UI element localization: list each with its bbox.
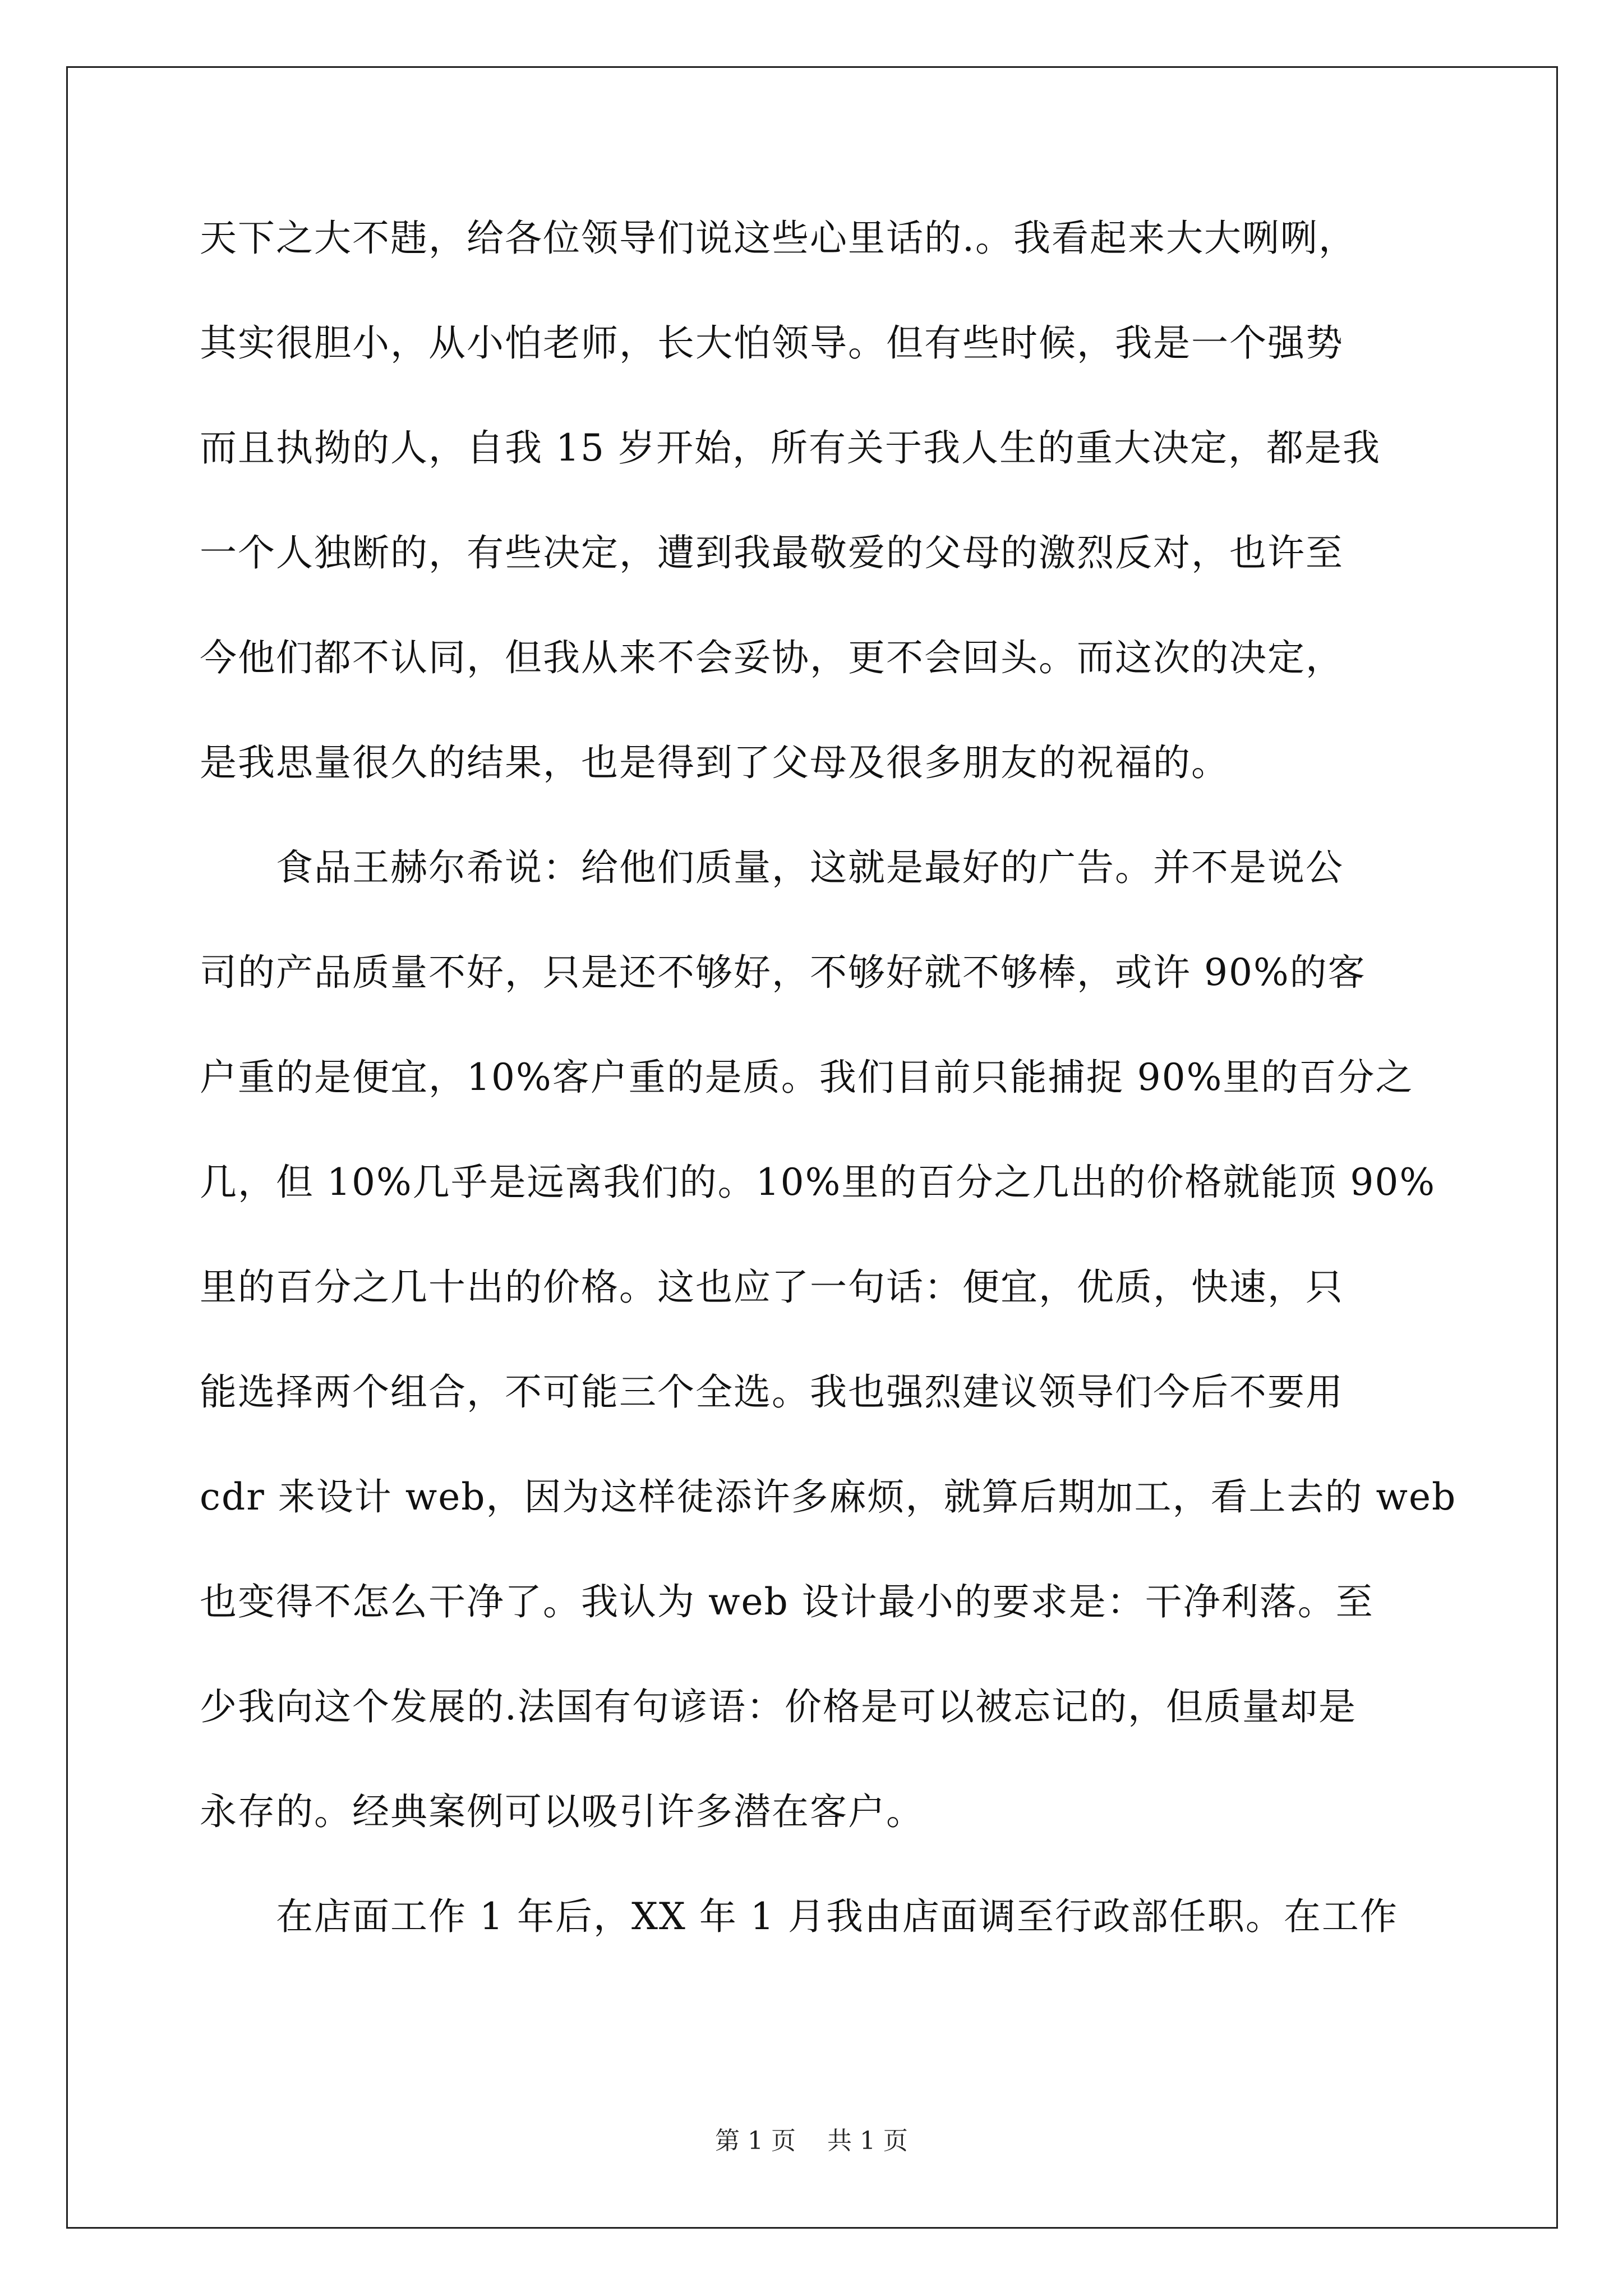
text-line: 而且执拗的人，自我 15 岁开始，所有关于我人生的重大决定，都是我 xyxy=(200,426,1381,470)
text-line: 户重的是便宜，10%客户重的是质。我们目前只能捕捉 90%里的百分之 xyxy=(200,1056,1414,1099)
text-line: 其实很胆小，从小怕老师，长大怕领导。但有些时候，我是一个强势 xyxy=(200,321,1344,365)
text-line: 一个人独断的，有些决定，遭到我最敬爱的父母的激烈反对，也许至 xyxy=(200,531,1344,574)
text-line: cdr 来设计 web，因为这样徒添许多麻烦，就算后期加工，看上去的 web xyxy=(200,1475,1457,1519)
text-line: 能选择两个组合，不可能三个全选。我也强烈建议领导们今后不要用 xyxy=(200,1370,1344,1414)
text-line: 今他们都不认同，但我从来不会妥协，更不会回头。而这次的决定， xyxy=(200,636,1344,679)
text-line: 司的产品质量不好，只是还不够好，不够好就不够棒，或许 90%的客 xyxy=(200,951,1366,994)
text-line: 天下之大不韪，给各位领导们说这些心里话的.。我看起来大大咧咧， xyxy=(200,217,1357,260)
text-line: 也变得不怎么干净了。我认为 web 设计最小的要求是：干净利落。至 xyxy=(200,1580,1374,1623)
text-line: 里的百分之几十出的价格。这也应了一句话：便宜，优质，快速，只 xyxy=(200,1266,1344,1309)
paragraph-start-line: 在店面工作 1 年后，XX 年 1 月我由店面调至行政部任职。在工作 xyxy=(276,1895,1398,1938)
text-line: 永存的。经典案例可以吸引许多潜在客户。 xyxy=(200,1790,924,1833)
page-number-footer: 第 1 页 共 1 页 xyxy=(715,2127,908,2155)
paragraph-start-line: 食品王赫尔希说：给他们质量，这就是最好的广告。并不是说公 xyxy=(276,846,1344,889)
text-line: 少我向这个发展的.法国有句谚语：价格是可以被忘记的，但质量却是 xyxy=(200,1685,1357,1728)
text-line: 是我思量很久的结果，也是得到了父母及很多朋友的祝福的。 xyxy=(200,741,1229,784)
text-line: 几，但 10%几乎是远离我们的。10%里的百分之几出的价格就能顶 90% xyxy=(200,1161,1436,1204)
